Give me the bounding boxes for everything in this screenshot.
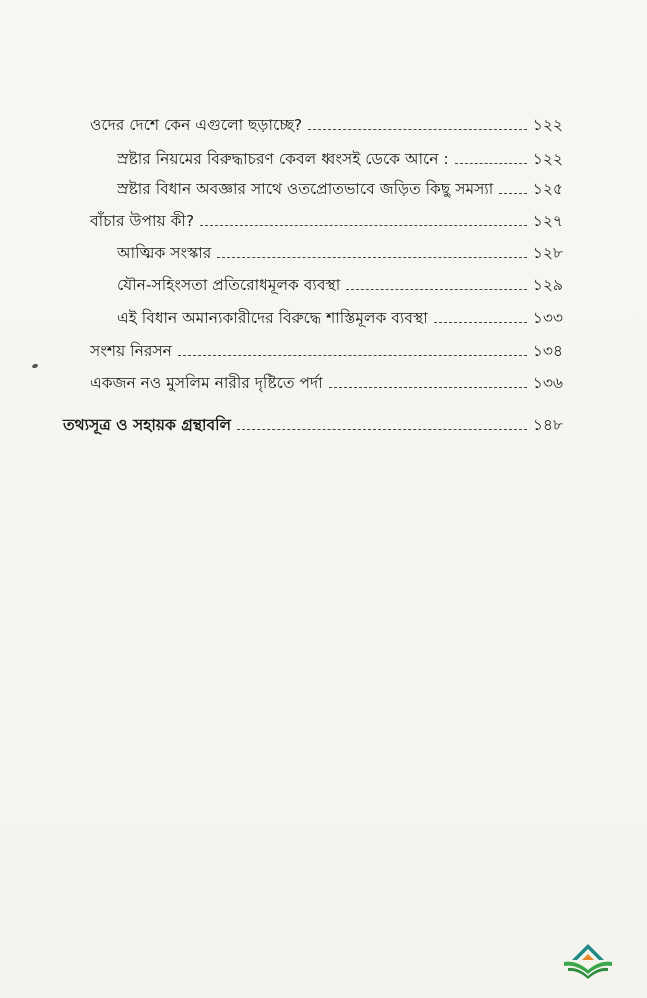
toc-entry-page: ১৩৪ (532, 342, 563, 360)
toc-subentry (117, 240, 563, 266)
toc-entry (90, 112, 563, 138)
toc-entry-title: বাঁচার উপায় কী? (90, 212, 195, 230)
toc-entry-page: ১২২ (532, 116, 563, 134)
dot-leader (346, 289, 527, 290)
toc-entry (90, 370, 563, 396)
dot-leader (308, 129, 527, 130)
dot-leader (200, 225, 527, 226)
toc-entry-title: যৌন-সহিংসতা প্রতিরোধমূলক ব্যবস্থা (117, 276, 341, 294)
toc-entry-title: এই বিধান অমান্যকারীদের বিরুদ্ধে শাস্তিমূলক ব্যবস্থা (117, 309, 428, 327)
toc-entry-title: স্রষ্টার নিয়মের বিরুদ্ধাচরণ কেবল ধ্বংসই ডেকে আনে : (117, 150, 449, 168)
toc-subentry (117, 176, 563, 202)
toc-entry (90, 208, 563, 234)
toc-entry-page: ১৩৬ (532, 374, 563, 392)
toc-entry-title: একজন নও মুসলিম নারীর দৃষ্টিতে পর্দা (90, 374, 323, 392)
toc-subentry (117, 272, 563, 298)
toc-entry-page: ১২৮ (532, 244, 563, 262)
toc-entry-page: ১২২ (532, 150, 563, 168)
toc-subentry (117, 305, 563, 331)
toc-entry-title: আত্মিক সংস্কার (117, 244, 212, 262)
toc-entry-title: তথ্যসূত্র ও সহায়ক গ্রন্থাবলি (63, 416, 232, 434)
dot-leader (217, 257, 526, 258)
dot-leader (237, 429, 527, 430)
toc-entry-title: ওদের দেশে কেন এগুলো ছড়াচ্ছে? (90, 116, 303, 134)
toc-subentry (117, 146, 563, 172)
toc-entry (90, 338, 563, 364)
toc-entry-page: ১২৭ (532, 212, 563, 230)
toc-entry-title: সংশয় নিরসন (90, 342, 172, 360)
dot-leader (455, 163, 527, 164)
toc-entry-page: ১২৫ (532, 180, 563, 198)
toc-entry-page: ১৪৮ (532, 416, 563, 434)
dot-leader (329, 387, 527, 388)
toc-entry-title: স্রষ্টার বিধান অবজ্ঞার সাথে ওতপ্রোতভাবে জড়িত কিছু সমস্যা (117, 180, 494, 198)
toc-chapter-entry (63, 412, 563, 438)
open-book-logo-icon (560, 940, 616, 980)
toc-entry-page: ১২৯ (532, 276, 563, 294)
toc-entry-page: ১৩৩ (532, 309, 563, 327)
dot-leader (178, 355, 527, 356)
dot-leader (499, 193, 526, 194)
dot-leader (434, 322, 527, 323)
